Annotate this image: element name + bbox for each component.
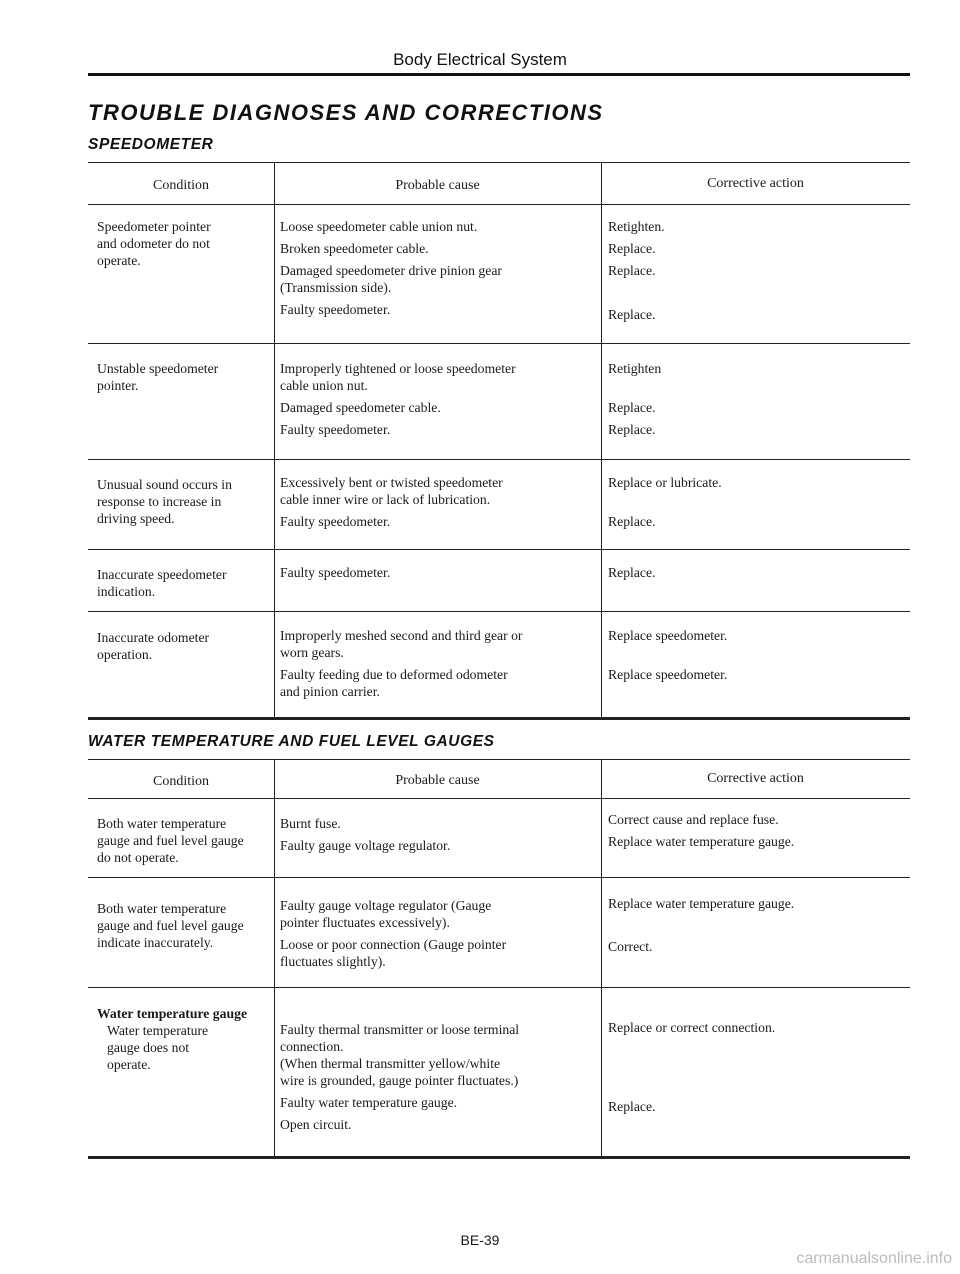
row-divider <box>88 611 910 612</box>
condition-cell: Water temperature gauge Water temperature gauge does not operate. <box>97 1006 248 1072</box>
action-cell: Correct cause and replace fuse. Replace water temperature gauge. <box>608 812 795 849</box>
speedometer-table <box>88 162 910 720</box>
section-title-gauges: WATER TEMPERATURE AND FUEL LEVEL GAUGES <box>88 733 495 750</box>
action-cell: Retighten. Replace. Replace. Replace. <box>608 219 665 322</box>
condition-cell: Speedometer pointer and odometer do not operate. <box>97 219 211 268</box>
page-number: BE-39 <box>460 1232 500 1248</box>
condition-cell: Both water temperature gauge and fuel level gauge do not operate. <box>97 816 244 865</box>
column-header-action: Corrective action <box>707 176 804 191</box>
table-bottom-rule <box>88 717 910 720</box>
action-cell: Replace water temperature gauge. Correct. <box>608 896 795 954</box>
gauges-table <box>88 759 910 1161</box>
action-cell: Replace speedometer. Replace speedometer. <box>608 628 728 682</box>
watermark: carmanualsonline.info <box>796 1250 952 1267</box>
row-divider <box>88 987 910 988</box>
column-divider <box>601 162 602 720</box>
action-cell: Replace. <box>608 565 656 580</box>
condition-cell: Unstable speedometer pointer. <box>97 361 219 393</box>
table-rule <box>88 204 910 205</box>
row-divider <box>88 877 910 878</box>
row-divider <box>88 459 910 460</box>
cause-cell: Loose speedometer cable union nut. Broken speedometer cable. Damaged speedometer drive pinion gear (Transmission side). Faulty speedometer. <box>280 219 502 317</box>
action-cell: Replace or correct connection. Replace. <box>608 1020 776 1114</box>
cause-cell: Burnt fuse. Faulty gauge voltage regulator. <box>280 816 451 853</box>
table-rule <box>88 798 910 799</box>
page-title: TROUBLE DIAGNOSES AND CORRECTIONS <box>88 100 604 125</box>
condition-cell: Unusual sound occurs in response to increase in driving speed. <box>97 477 232 526</box>
cause-cell: Excessively bent or twisted speedometer cable inner wire or lack of lubrication. Faulty speedometer. <box>280 475 503 529</box>
column-header-action: Corrective action <box>707 771 804 786</box>
cause-cell: Faulty speedometer. <box>280 565 391 580</box>
running-header: Body Electrical System <box>393 50 567 69</box>
action-cell: Replace or lubricate. Replace. <box>608 475 722 529</box>
action-cell: Retighten Replace. Replace. <box>608 361 662 437</box>
column-header-condition: Condition <box>152 774 209 789</box>
table-bottom-rule <box>88 1156 910 1159</box>
header-rule <box>88 73 910 76</box>
section-title-speedometer: SPEEDOMETER <box>88 136 214 153</box>
cause-cell: Improperly meshed second and third gear or worn gears. Faulty feeding due to deformed odometer and pinion carrier. <box>280 628 523 699</box>
row-divider <box>88 549 910 550</box>
column-header-cause: Probable cause <box>395 773 480 788</box>
condition-cell: Inaccurate odometer operation. <box>97 630 210 662</box>
cause-cell: Improperly tightened or loose speedometer cable union nut. Damaged speedometer cable. Faulty speedometer. <box>280 361 516 437</box>
condition-cell: Both water temperature gauge and fuel level gauge indicate inaccurately. <box>97 901 244 950</box>
cause-cell: Faulty thermal transmitter or loose terminal connection. (When thermal transmitter yellow/white wire is grounded, gauge pointer fluctuates.) Faulty water temperature gauge. Open circuit. <box>280 1022 520 1132</box>
column-header-cause: Probable cause <box>395 178 480 193</box>
table-rule <box>88 759 910 760</box>
cause-cell: Faulty gauge voltage regulator (Gauge pointer fluctuates excessively). Loose or poor connection (Gauge pointer fluctuates slightly). <box>280 898 507 969</box>
column-divider <box>274 162 275 720</box>
condition-cell: Inaccurate speedometer indication. <box>97 567 227 599</box>
table-rule <box>88 162 910 163</box>
row-divider <box>88 343 910 344</box>
column-divider <box>601 759 602 1159</box>
column-header-condition: Condition <box>152 178 209 193</box>
